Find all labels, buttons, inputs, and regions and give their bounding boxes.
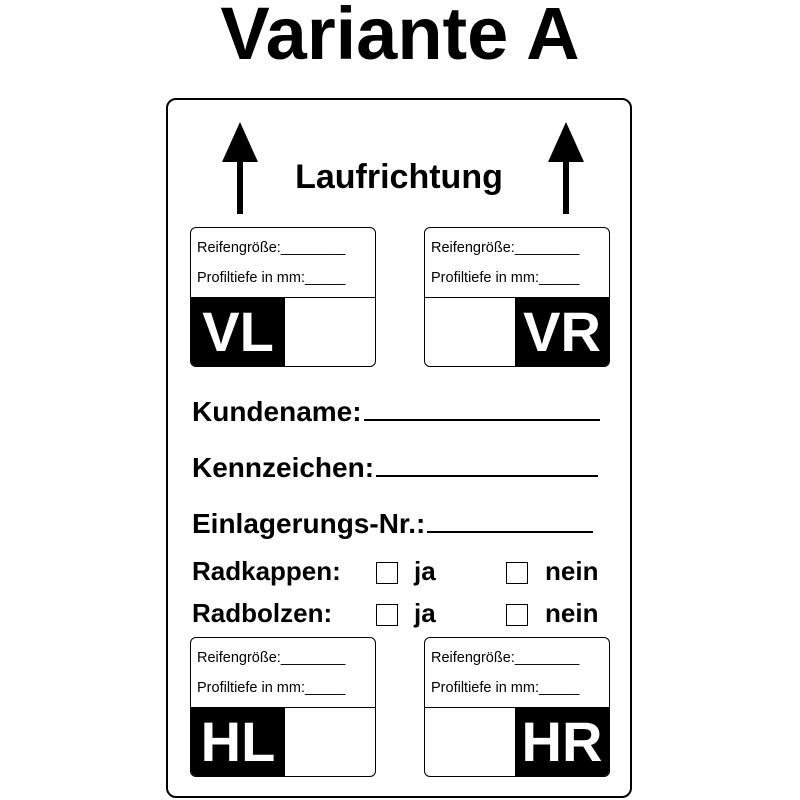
hubcaps-no-checkbox[interactable]: [506, 562, 528, 584]
position-badge-vr: VR: [515, 298, 609, 366]
page-title: Variante A: [220, 0, 580, 75]
wheel-bolts-label: Radbolzen:: [192, 598, 333, 628]
tire-size-line[interactable]: Reifengröße:________: [197, 650, 346, 666]
tire-box-vr: [424, 227, 610, 367]
hubcaps-row: [192, 556, 612, 588]
tire-box-hr: [424, 637, 610, 777]
position-badge-vl: VL: [191, 298, 285, 366]
tire-size-line[interactable]: Reifengröße:________: [431, 240, 580, 256]
wheel-bolts-row: [192, 598, 612, 630]
tire-storage-label: [166, 98, 632, 798]
tread-depth-line[interactable]: Profiltiefe in mm:_____: [197, 680, 346, 696]
tread-depth-line[interactable]: Profiltiefe in mm:_____: [431, 680, 580, 696]
storage-number-label: Einlagerungs-Nr.:: [192, 508, 426, 539]
customer-name-label: Kundename:: [192, 396, 362, 427]
wheel-bolts-no-label: nein: [545, 598, 599, 628]
hubcaps-label: Radkappen:: [192, 556, 341, 586]
customer-name-line[interactable]: [364, 397, 600, 421]
tread-depth-line[interactable]: Profiltiefe in mm:_____: [197, 270, 346, 286]
position-badge-hl: HL: [191, 708, 285, 776]
license-plate-field[interactable]: [192, 452, 598, 484]
tire-box-vl: [190, 227, 376, 367]
customer-name-field[interactable]: [192, 396, 600, 428]
license-plate-label: Kennzeichen:: [192, 452, 375, 483]
wheel-bolts-no-checkbox[interactable]: [506, 604, 528, 626]
tire-box-hl: [190, 637, 376, 777]
tire-size-line[interactable]: Reifengröße:________: [197, 240, 346, 256]
wheel-bolts-yes-checkbox[interactable]: [376, 604, 398, 626]
position-badge-hr: HR: [515, 708, 609, 776]
hubcaps-no-label: nein: [545, 556, 599, 586]
wheel-bolts-yes-label: ja: [414, 598, 436, 628]
hubcaps-yes-checkbox[interactable]: [376, 562, 398, 584]
license-plate-line[interactable]: [376, 453, 598, 477]
tread-depth-line[interactable]: Profiltiefe in mm:_____: [431, 270, 580, 286]
direction-label: Laufrichtung: [295, 158, 503, 196]
storage-number-field[interactable]: [192, 508, 593, 540]
hubcaps-yes-label: ja: [414, 556, 436, 586]
storage-number-line[interactable]: [427, 509, 593, 533]
tire-size-line[interactable]: Reifengröße:________: [431, 650, 580, 666]
